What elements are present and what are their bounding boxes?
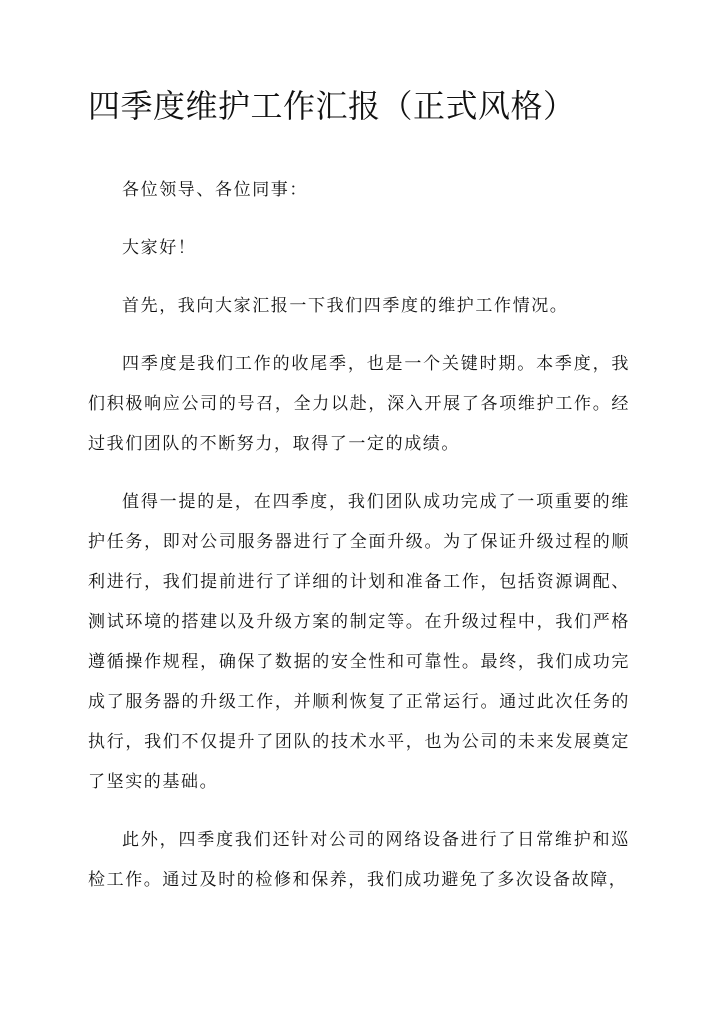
- salutation-paragraph: 各位领导、各位同事：: [122, 180, 308, 200]
- server-upgrade-paragraph: 值得一提的是，在四季度，我们团队成功完成了一项重要的维护任务，即对公司服务器进行了全面升级。为了保证升级过程的顺利进行，我们提前进行了详细的计划和准备工作，包括资源调配、测试环境的搭建以及升级方案的制定等。在升级过程中，我们严格遵循操作规程，确保了数据的安全性和可靠性。最终，我们成功完成了服务器的升级工作，并顺利恢复了正常运行。通过此次任务的执行，我们不仅提升了团队的技术水平，也为公司的未来发展奠定了坚实的基础。: [88, 492, 630, 792]
- network-maintenance-paragraph: 此外，四季度我们还针对公司的网络设备进行了日常维护和巡检工作。通过及时的检修和保养，我们成功避免了多次设备故障，: [88, 830, 630, 890]
- intro-paragraph: 首先，我向大家汇报一下我们四季度的维护工作情况。: [122, 296, 569, 316]
- overview-paragraph: 四季度是我们工作的收尾季，也是一个关键时期。本季度，我们积极响应公司的号召，全力以赴，深入开展了各项维护工作。经过我们团队的不断努力，取得了一定的成绩。: [88, 354, 630, 454]
- document-title: 四季度维护工作汇报（正式风格）: [88, 87, 576, 125]
- greeting-paragraph: 大家好！: [122, 238, 197, 258]
